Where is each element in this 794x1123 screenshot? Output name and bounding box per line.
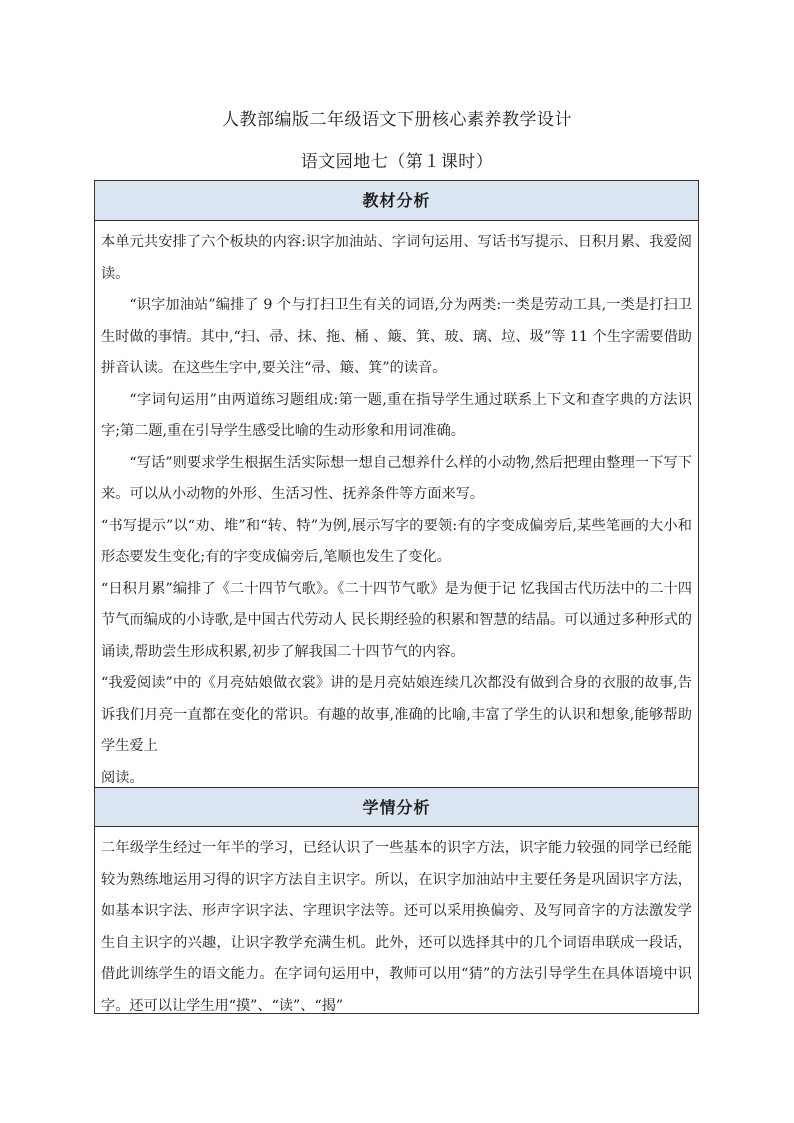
section-heading-student-analysis: 学情分析 <box>95 787 698 827</box>
paragraph: 阅读。 <box>101 769 144 786</box>
paragraph: 二年级学生经过一年半的学习，已经认识了一些基本的识字方法，识字能力较强的同学已经能较为熟练地运用习得的识字方法自主识字。所以，在识字加油站中主要任务是巩固识字方法，如基本识字法、形声字识字法、字理识字法等。还可以采用换偏旁、及写同音字的方法激发学生自主识字的兴趣，让识字教学充满生机。此外，还可以选择其中的几个词语串联成一段话，借此训练学生的语文能力。在字词句运用中，教师可以用“猜”的方法引导学生在具体语境中识字。还可以让学生用“摸”、“读”、“揭” <box>101 840 692 1013</box>
paragraph: “写话”则要求学生根据生活实际想一想自己想养什么样的小动物,然后把理由整理一下写下来。可以从小动物的外形、生活习性、抚养条件等方面来写。 <box>101 454 692 502</box>
paragraph: 本单元共安排了六个板块的内容:识字加油站、字词句运用、写话书写提示、日积月累、我爱阅读。 <box>101 234 692 282</box>
paragraph: “我爱阅读”中的《月亮姑娘做衣裳》讲的是月亮姑娘连续几次都没有做到合身的衣服的故事,告诉我们月亮一直都在变化的常识。有趣的故事,准确的比喻,丰富了学生的认识和想象,能够帮助学生爱上 <box>101 675 692 754</box>
textbook-analysis-body <box>95 221 698 787</box>
student-analysis-body <box>95 827 698 1013</box>
paragraph: “日积月累”编排了《二十四节气歌》。《二十四节气歌》是为便于记 忆我国古代历法中的二十四节气而编成的小诗歌,是中国古代劳动人 民长期经验的积累和智慧的结晶。可以通过多种形式的诵读,帮助尝生形成积累,初步了解我国二十四节气的内容。 <box>101 580 692 660</box>
document-title: 人教部编版二年级语文下册核心素养教学设计 <box>222 110 572 130</box>
lesson-subtitle: 语文园地七（第１课时） <box>300 152 494 172</box>
paragraph: “字词句运用”由两道练习题组成:第一题,重在指导学生通过联系上下文和查字典的方法识字;第二题,重在引导学生感受比喻的生动形象和用词准确。 <box>101 391 692 439</box>
paragraph: “识字加油站”编排了 9 个与打扫卫生有关的词语,分为两类:一类是劳动工具,一类是打扫卫生时做的事情。其中,“扫、帚、抹、拖、桶 、簸、箕、玻、璃、垃、圾”等 11 个生字需要借助拼音认读。在这些生字中,要关注“帚、簸、箕”的读音。 <box>101 297 692 376</box>
lesson-plan-table <box>94 180 699 1014</box>
section-heading-textbook-analysis: 教材分析 <box>95 181 698 221</box>
paragraph: “书写提示”以“劝、堆”和“转、特”为例,展示写字的要领:有的字变成偏旁后,某些笔画的大小和形态要发生变化;有的字变成偏旁后,笔顺也发生了变化。 <box>101 517 692 565</box>
